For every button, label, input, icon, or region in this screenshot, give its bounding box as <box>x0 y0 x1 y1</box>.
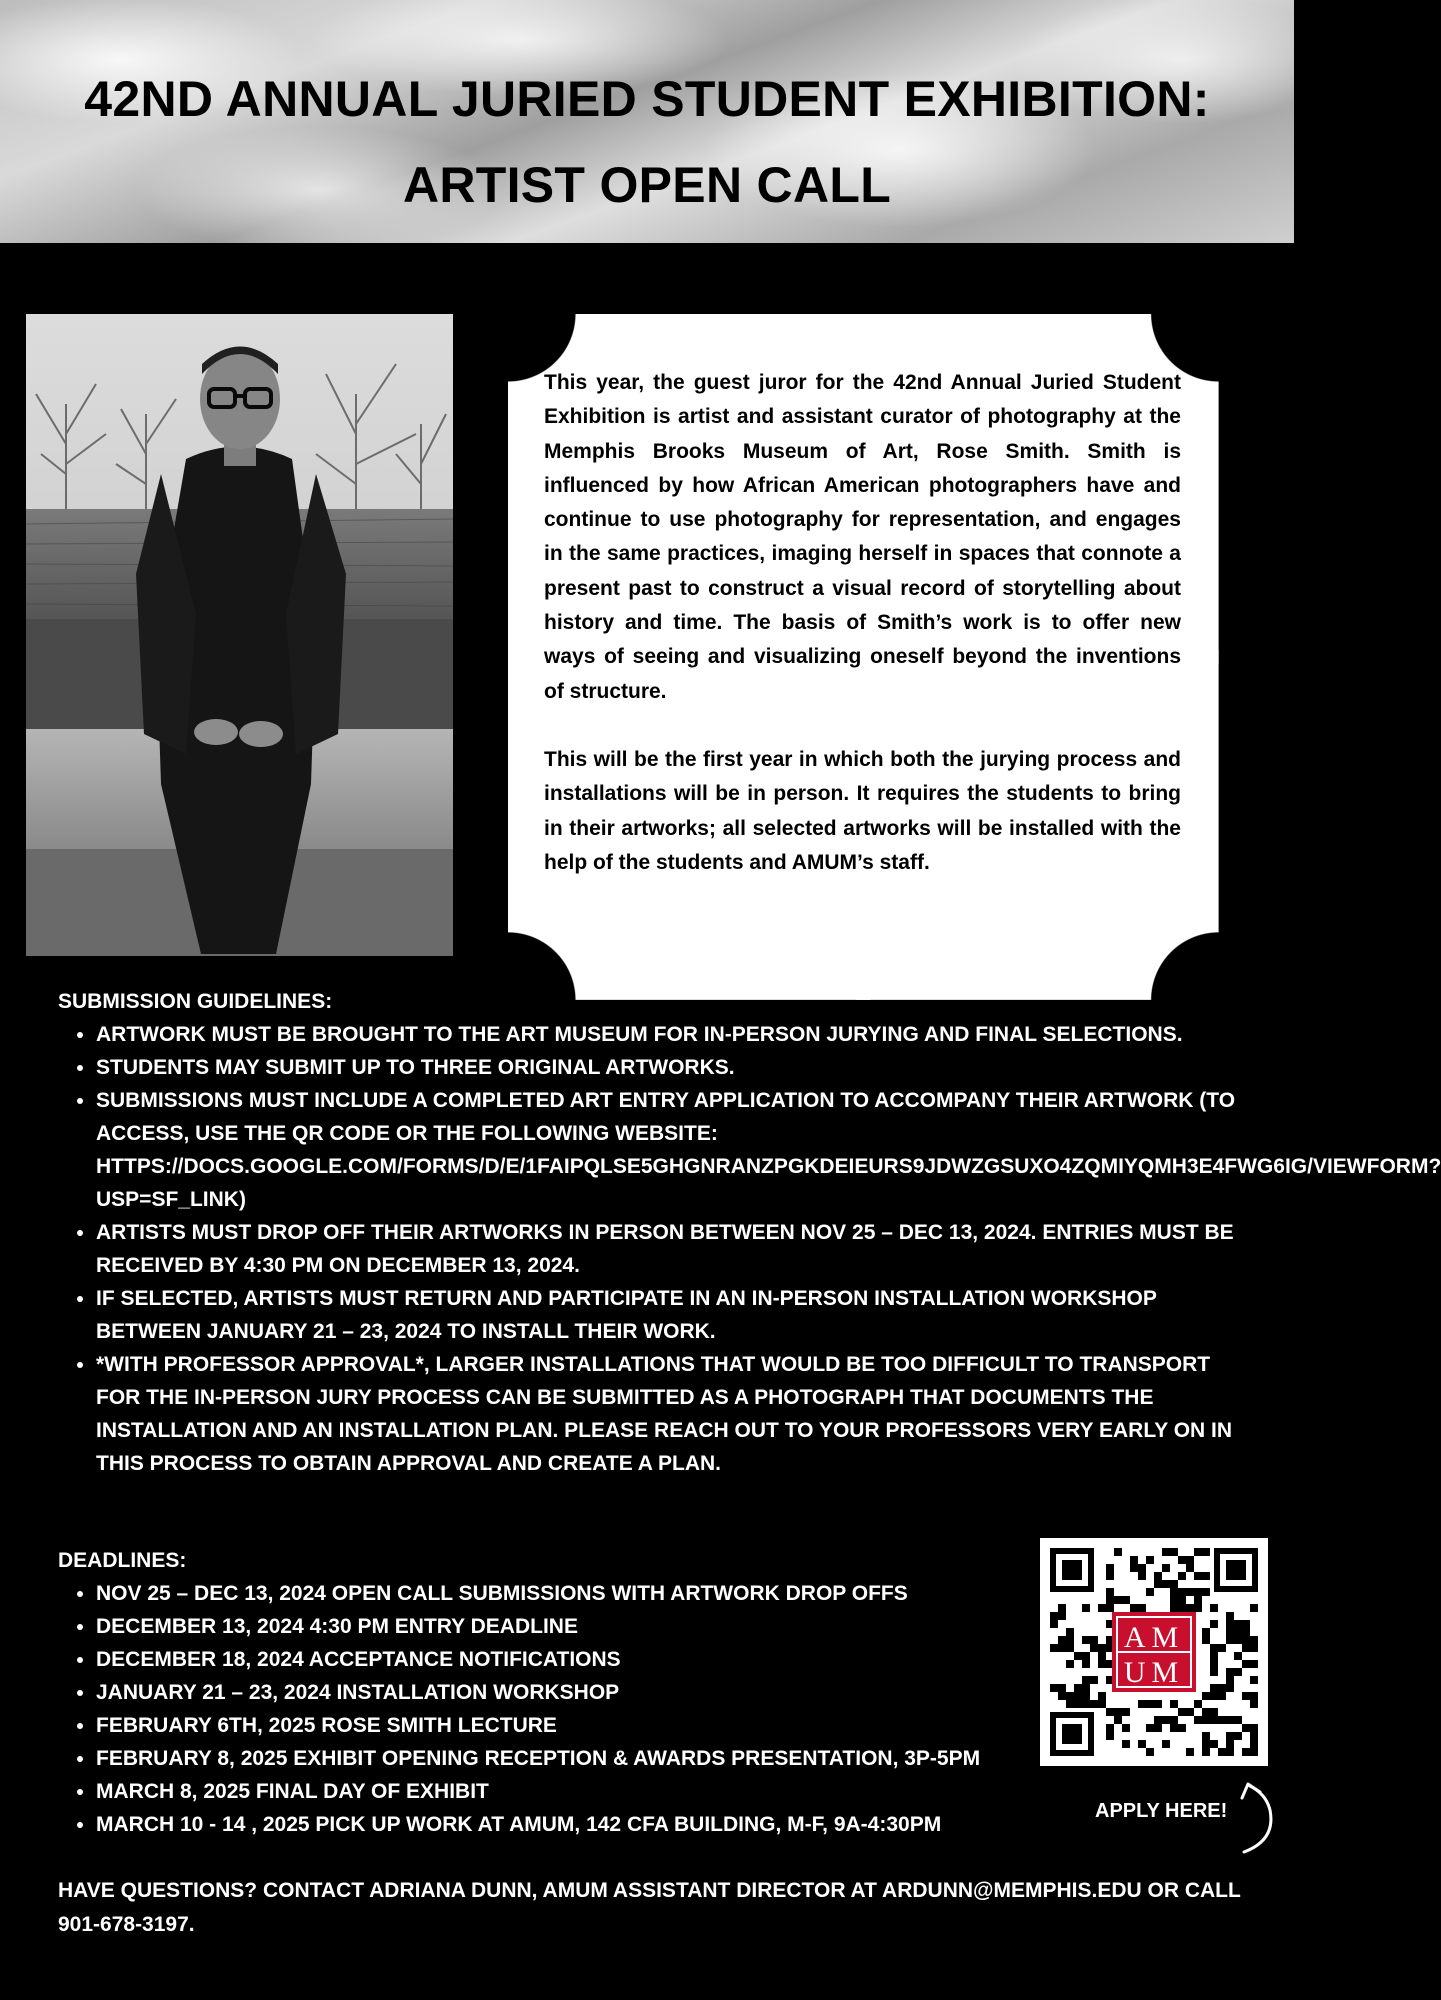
list-item: • IF SELECTED, ARTISTS MUST RETURN AND PARTICIPATE IN AN IN-PERSON INSTALLATION WORKSHOP BETWEEN JANUARY 21 – 23, 2024 TO INSTALL THEIR WORK. <box>96 1282 1238 1348</box>
page-title <box>0 56 1294 228</box>
header-banner <box>0 0 1294 243</box>
list-item: • MARCH 10 - 14 , 2025 PICK UP WORK AT AMUM, 142 CFA BUILDING, M-F, 9A-4:30PM <box>96 1808 1058 1841</box>
curved-arrow-icon <box>1236 1780 1280 1856</box>
deadlines-section <box>58 1544 1058 1841</box>
guidelines-list <box>58 1018 1441 1480</box>
list-item: • JANUARY 21 – 23, 2024 INSTALLATION WORKSHOP <box>96 1676 1058 1709</box>
list-item: • MARCH 8, 2025 FINAL DAY OF EXHIBIT <box>96 1775 1058 1808</box>
juror-paragraph: This year, the guest juror for the 42nd Annual Juried Student Exhibition is artist and assistant curator of photography at the Memphis Brooks Museum of Art, Rose Smith. Smith is influenced by how African American photographers have and continue to use photography for representation, and engages in the same practices, imaging herself in spaces that connote a present past to construct a visual record of storytelling about history and time. The basis of Smith’s work is to offer new ways of seeing and visualizing oneself beyond the inventions of structure. <box>544 371 1181 703</box>
list-item: • FEBRUARY 6TH, 2025 ROSE SMITH LECTURE <box>96 1709 1058 1742</box>
contact-info: HAVE QUESTIONS? CONTACT ADRIANA DUNN, AMUM ASSISTANT DIRECTOR AT ARDUNN@MEMPHIS.EDU OR CALL 901-678-3197. <box>58 1879 1241 1936</box>
list-item: • FEBRUARY 8, 2025 EXHIBIT OPENING RECEPTION & AWARDS PRESENTATION, 3P-5PM <box>96 1742 1058 1775</box>
juror-portrait-photo <box>26 314 453 956</box>
list-item: • NOV 25 – DEC 13, 2024 OPEN CALL SUBMISSIONS WITH ARTWORK DROP OFFS <box>96 1577 1058 1610</box>
guideline-application-text: SUBMISSIONS MUST INCLUDE A COMPLETED ART ENTRY APPLICATION TO ACCOMPANY THEIR ARTWORK (TO ACCESS, USE THE QR CODE OR THE FOLLOWING WEBSITE: HTTPS://DOCS.GOOGLE.COM/FORMS/D/E/1FAIPQLSE5GHGNRANZPGKDEIEURS9JDWZGSUXO4ZQMIYQMH3E4FWG6IG/VIEWFORM?USP=SF_LINK) <box>96 1089 1441 1211</box>
apply-here-label: APPLY HERE! <box>1095 1800 1228 1822</box>
amum-logo-bottom: UM <box>1123 1656 1185 1689</box>
guidelines-heading: SUBMISSION GUIDELINES: <box>58 990 333 1013</box>
list-item <box>96 1084 1441 1216</box>
list-item: • *WITH PROFESSOR APPROVAL*, LARGER INSTALLATIONS THAT WOULD BE TOO DIFFICULT TO TRANSPORT FOR THE IN-PERSON JURY PROCESS CAN BE SUBMITTED AS A PHOTOGRAPH THAT DOCUMENTS THE INSTALLATION AND AN INSTALLATION PLAN. PLEASE REACH OUT TO YOUR PROFESSORS VERY EARLY ON IN THIS PROCESS TO OBTAIN APPROVAL AND CREATE A PLAN. <box>96 1348 1238 1480</box>
list-item: • DECEMBER 18, 2024 ACCEPTANCE NOTIFICATIONS <box>96 1643 1058 1676</box>
qr-code-graphic <box>1040 1538 1268 1766</box>
juror-info-text <box>544 366 1181 880</box>
deadlines-heading: DEADLINES: <box>58 1549 187 1572</box>
list-item: • ARTWORK MUST BE BROUGHT TO THE ART MUSEUM FOR IN-PERSON JURYING AND FINAL SELECTIONS. <box>96 1018 1238 1051</box>
list-item: • ARTISTS MUST DROP OFF THEIR ARTWORKS IN PERSON BETWEEN NOV 25 – DEC 13, 2024. ENTRIES MUST BE RECEIVED BY 4:30 PM ON DECEMBER 13, 2024. <box>96 1216 1238 1282</box>
submission-guidelines <box>58 985 1441 1480</box>
deadlines-list <box>58 1577 1058 1841</box>
title-line-1: 42ND ANNUAL JURIED STUDENT EXHIBITION: <box>84 71 1210 127</box>
list-item: • DECEMBER 13, 2024 4:30 PM ENTRY DEADLINE <box>96 1610 1058 1643</box>
title-line-2: ARTIST OPEN CALL <box>402 157 892 213</box>
amum-logo-top: AM <box>1123 1621 1185 1654</box>
process-paragraph: This will be the first year in which both the jurying process and installations will be in person. It requires the students to bring in their artworks; all selected artworks will be installed with the help of the students and AMUM’s staff. <box>544 747 1181 874</box>
list-item: • STUDENTS MAY SUBMIT UP TO THREE ORIGINAL ARTWORKS. <box>96 1051 1238 1084</box>
application-qr-code[interactable] <box>1040 1538 1268 1766</box>
